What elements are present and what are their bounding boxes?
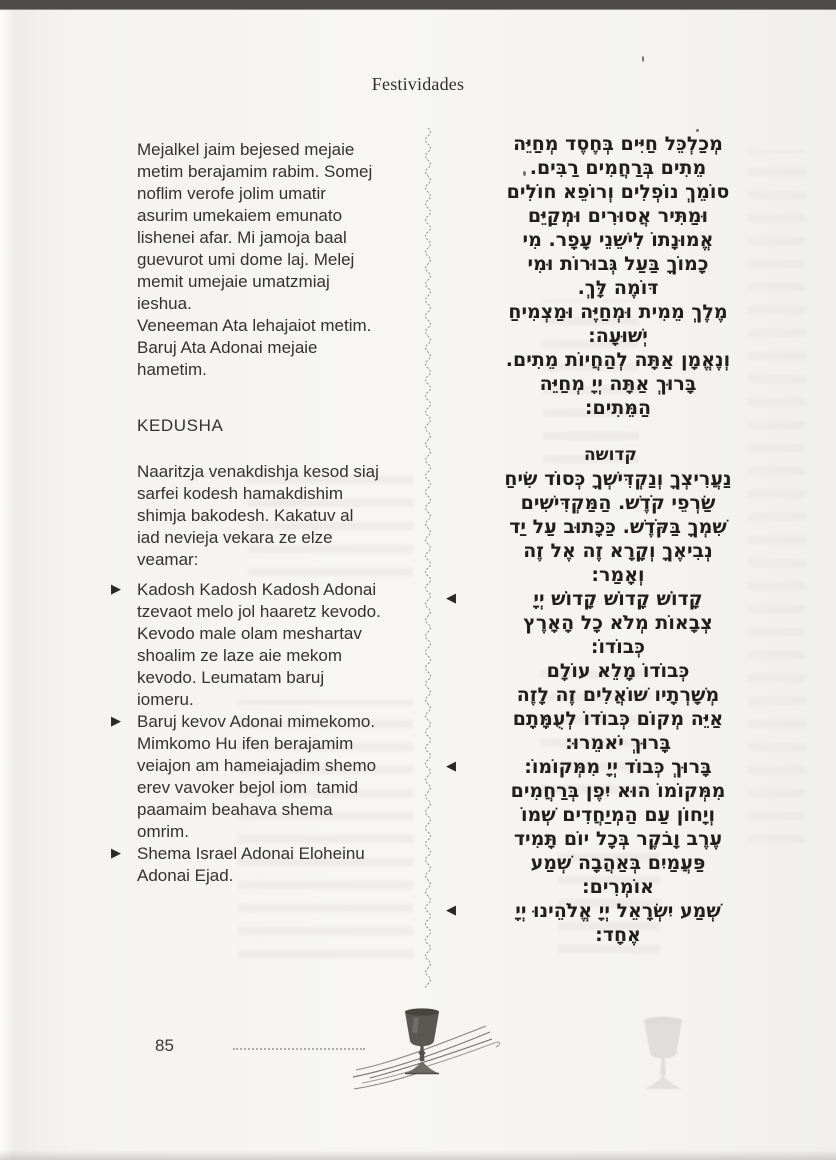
text-line: Naaritzja venakdishja kesod siaj	[137, 462, 379, 481]
right-column-bullet	[446, 587, 774, 755]
text-line: אֱמוּנָתוֹ לִישֵׁנֵי עָפָר. מִי	[522, 229, 714, 251]
left-column-bullet	[111, 579, 439, 711]
text-line: שַׂרְפֵי קֹדֶשׁ. הַמַּקְדִּישִׁים	[520, 492, 716, 514]
page-title: Festividades	[371, 74, 465, 94]
text-line: מְשָׁרְתָיו שׁוֹאֲלִים זֶה לָזֶה	[516, 684, 720, 706]
hebrew-column	[446, 132, 774, 947]
left-column-bullet	[111, 711, 439, 843]
scan-speck	[696, 129, 699, 132]
right-triangle-bullet-icon: ▶	[111, 582, 121, 597]
text-line: asurim umekaiem emunato	[137, 206, 343, 225]
text-line: Mejalkel jaim bejesed mejaie	[137, 140, 355, 159]
text-line: בָּרוּךְ כְּבוֹד יְיָ מִמְּקוֹמוֹ:	[524, 756, 712, 778]
text-line: sarfei kodesh hamakdishim	[137, 484, 343, 503]
text-line: עֶרֶב וָבֹקֶר בְּכָל יוֹם תָּמִיד	[513, 828, 723, 850]
text-line: hametim.	[137, 360, 207, 379]
kiddush-cup-illustration	[352, 1006, 508, 1094]
right-column-bullet	[446, 899, 774, 947]
text-line: נַעֲרִיצְךָ וְנַקְדִּישְׁךָ כְּסוֹד שִׂיחַ	[504, 468, 732, 490]
scan-speck	[642, 56, 644, 62]
right-column-paragraph	[462, 132, 774, 420]
text-line: omrim.	[137, 822, 189, 841]
text-line: shimja bakodesh. Kakatuv al	[137, 506, 354, 525]
left-column-bullet	[111, 843, 439, 887]
text-line: מְכַלְכֵּל חַיִּים בְּחֶסֶד מְחַיֵּה	[513, 133, 723, 155]
text-line: מֵתִים בְּרַחֲמִים רַבִּים.	[529, 157, 707, 179]
text-line: קָדוֹשׁ קָדוֹשׁ קָדוֹשׁ יְיָ	[533, 588, 703, 610]
left-column-heading	[137, 415, 439, 437]
scan-bottom-edge	[0, 1150, 836, 1160]
left-column-paragraph	[137, 139, 439, 381]
right-column-bullet	[446, 755, 774, 899]
text-line: Veneeman Ata lehajaiot metim.	[137, 316, 372, 335]
text-line: Shema Israel Adonai Eloheinu	[137, 844, 365, 863]
text-line: וּמַתִּיר אֲסוּרִים וּמְקַיֵּם	[527, 205, 709, 227]
transliteration-column	[111, 139, 439, 887]
text-line: כְּבוֹדוֹ מָלֵא עוֹלָם	[546, 660, 690, 682]
right-triangle-bullet-icon: ▶	[111, 846, 121, 861]
text-line: guevurot umi dome laj. Melej	[137, 250, 355, 269]
text-line: shoalim ze laze aie mekom	[137, 646, 343, 665]
scan-top-edge	[0, 0, 836, 10]
left-triangle-bullet-icon: ◀	[446, 759, 456, 774]
text-line: מִמְּקוֹמוֹ הוּא יִפֶן בְּרַחֲמִים	[510, 780, 726, 802]
text-line: פַּעֲמַיִם בְּאַהֲבָה שְׁמַע	[530, 852, 706, 874]
section-heading: KEDUSHA	[137, 416, 224, 435]
text-line: veiajon am hameiajadim shemo	[137, 756, 377, 775]
text-line: Baruj kevov Adonai mimekomo.	[137, 712, 376, 731]
text-line: Adonai Ejad.	[137, 866, 234, 885]
text-line: iad nevieja vekara ze elze	[137, 528, 333, 547]
right-column-heading	[462, 442, 774, 467]
text-line: בָּרוּךְ יֹאמֵרוּ:	[565, 732, 671, 754]
text-line: מֶלֶךְ מֵמִית וּמְחַיֶּה וּמַצְמִיחַ	[508, 301, 728, 323]
left-triangle-bullet-icon: ◀	[446, 903, 456, 918]
text-line: iomeru.	[137, 690, 194, 709]
text-line: Kevodo male olam meshartav	[137, 624, 362, 643]
text-line: אַיֵּה מְקוֹם כְּבוֹדוֹ לְעֻמָּתָם	[512, 708, 724, 730]
text-line: וְנֶאֱמָן אַתָּה לְהַחֲיוֹת מֵתִים.	[505, 349, 731, 371]
text-line: noflim verofe jolim umatir	[137, 184, 326, 203]
text-line: paamaim beahava shema	[137, 800, 333, 819]
right-column-paragraph	[462, 467, 774, 587]
scan-speck	[523, 171, 526, 176]
text-line: lishenei afar. Mi jamoja baal	[137, 228, 347, 247]
text-line: בָּרוּךְ אַתָּה יְיָ מְחַיֵּה	[539, 373, 697, 395]
text-line: memit umejaie umatzmiaj	[137, 272, 330, 291]
section-heading: קדושה	[584, 445, 637, 465]
text-line: veamar:	[137, 550, 199, 569]
text-line: ieshua.	[137, 294, 192, 313]
text-line: נְבִיאֶךָ וְקָרָא זֶה אֶל זֶה	[523, 540, 713, 562]
text-line: שְׁמַע יִשְׂרָאֵל יְיָ אֱלֹהֵינוּ יְיָ	[515, 900, 721, 922]
text-line: kevodo. Leumatam baruj	[137, 668, 325, 687]
text-line: Kadosh Kadosh Kadosh Adonai	[137, 580, 377, 599]
left-column-paragraph	[137, 461, 439, 571]
text-line: הַמֵּתִים:	[584, 397, 652, 419]
text-line: אוֹמְרִים:	[582, 876, 654, 898]
swoosh-line	[362, 1042, 500, 1083]
text-line: שִׁמְךָ בַּקֹּדֶשׁ. כַּכָּתוּב עַל יַד	[509, 516, 727, 538]
page-number: 85	[155, 1036, 174, 1055]
text-line: יְשׁוּעָה:	[588, 325, 648, 347]
kiddush-cup-bleedthrough	[612, 1014, 692, 1094]
text-line: צְבָאוֹת מְלֹא כָל הָאָרֶץ	[523, 612, 713, 634]
text-line: סוֹמֵךְ נוֹפְלִים וְרוֹפֵא חוֹלִים	[506, 181, 730, 203]
text-line: כְּבוֹדוֹ:	[590, 636, 646, 658]
text-line: metim berajamim rabim. Somej	[137, 162, 373, 181]
left-triangle-bullet-icon: ◀	[446, 591, 456, 606]
text-line: וְאָמַר:	[591, 564, 645, 586]
text-line: וְיָחוֹן עַם הַמְיַחֲדִים שְׁמוֹ	[520, 804, 716, 826]
text-line: tzevaot melo jol haaretz kevodo.	[137, 602, 381, 621]
text-line: Baruj Ata Adonai mejaie	[137, 338, 318, 357]
text-line: Mimkomo Hu ifen berajamim	[137, 734, 354, 753]
footer-dotted-line	[233, 1048, 365, 1050]
text-line: erev vavoker bejol iom tamid	[137, 778, 359, 797]
right-triangle-bullet-icon: ▶	[111, 714, 121, 729]
text-line: אֶחָד:	[595, 924, 641, 946]
text-line: דּוֹמֶה לָּךְ.	[577, 277, 659, 299]
text-line: כָמוֹךָ בַּעַל גְּבוּרוֹת וּמִי	[527, 253, 709, 275]
